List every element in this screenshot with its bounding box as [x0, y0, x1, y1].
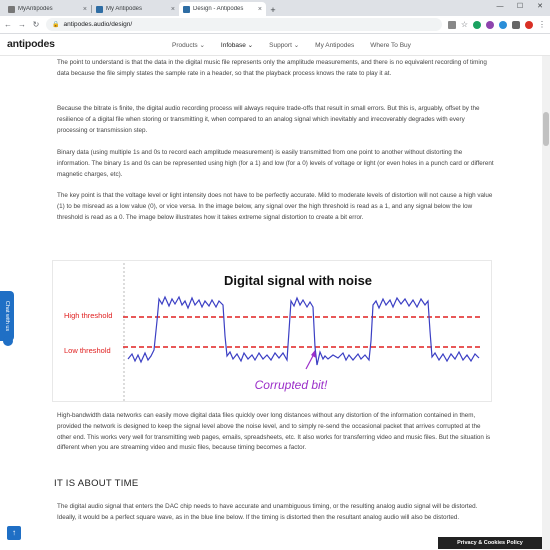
figure-title: Digital signal with noise	[223, 273, 373, 288]
profile-avatar[interactable]	[525, 21, 533, 29]
noisy-signal-line	[128, 297, 479, 365]
close-window-button[interactable]: ✕	[537, 3, 543, 10]
url-field[interactable]	[46, 18, 442, 31]
tab-close-icon[interactable]: ×	[170, 5, 175, 13]
menu-item-infobase[interactable]	[221, 41, 253, 49]
tab-close-icon[interactable]: ×	[82, 5, 87, 13]
extensions-area	[448, 20, 546, 29]
browser-tab-1[interactable]	[4, 2, 91, 16]
menu-label: Products	[172, 42, 198, 49]
favicon-icon	[8, 6, 15, 13]
back-arrow-icon[interactable]: ←	[4, 20, 12, 29]
menu-kebab-icon[interactable]: ⋮	[538, 20, 546, 29]
paragraph: The key point is that the voltage level or light intensity does not have to be perfectly accurate. Mild to moderate levels of distortion will not cause a high value (1) to be misread as a low value (0), or vice versa. In the image below, any signal over the high threshold is read as a 1, and any signal below the low threshold is read as a 0. The image below illustrates how it takes extreme signal distortion to create a bit error.	[57, 192, 493, 221]
paragraph: The point to understand is that the data in the digital music file represents only the amplitude measurements, and there is no equivalent recording of timing data because the file simply states the sample rate in a header, so that the playback process knows the rate to play it at.	[57, 59, 487, 77]
signal-noise-diagram	[53, 261, 493, 403]
paragraph: High-bandwidth data networks can easily move digital data files quickly over long distances without any distortion of the information contained in them, provided the network is designed to keep the signal level above the noise level, and to simply re-send the occasional packet that arrives corrupted at the other end. This works very well for transmitting web pages, emails, spreadsheets, etc. It also works for transferring video and music files. But the situation is different when you are streaming video and music files, because timing becomes a factor.	[57, 412, 491, 452]
site-logo[interactable]: antipodes	[7, 38, 55, 50]
browser-tabbar	[0, 0, 550, 16]
window-controls	[490, 0, 550, 16]
paragraph: Binary data (using multiple 1s and 0s to record each amplitude measurement) is easily transmitted from one point to another without distorting the information. The binary 1s and 0s can be represented using high (for a 1) and low (for a 0) levels of voltage or light (or even holes in a punch card or different magnetic charges, etc).	[57, 149, 494, 178]
chat-bubble-icon[interactable]	[3, 336, 13, 346]
paragraph: Because the bitrate is finite, the digital audio recording process will always require trade-offs that result in small errors. But this is, arguably, offset by the resilience of a digital file when storing or transmitting it, when compared to an analog signal which inevitably and irrecoverably degrades with every processing or transmission step.	[57, 105, 480, 134]
browser-tab-2[interactable]	[92, 2, 179, 16]
scrollbar-thumb[interactable]	[543, 112, 549, 146]
browser-tab-3[interactable]	[179, 2, 266, 16]
section-heading: IT IS ABOUT TIME	[54, 478, 139, 489]
bookmark-star-icon[interactable]: ☆	[460, 20, 468, 29]
corrupted-bit-annotation: Corrupted bit!	[254, 378, 328, 392]
extension-purple-icon[interactable]	[486, 21, 494, 29]
lock-icon: 🔒	[52, 22, 60, 28]
menu-label: Infobase	[220, 42, 246, 49]
forward-arrow-icon[interactable]: →	[18, 20, 26, 29]
extension-blue-icon[interactable]	[499, 21, 507, 29]
share-icon[interactable]	[448, 21, 456, 29]
chevron-down-icon: ⌄	[247, 42, 254, 49]
url-text: antipodes.audio/design/	[63, 21, 133, 28]
main-menu	[172, 34, 427, 56]
chat-with-us-tab[interactable]	[0, 291, 14, 341]
signal-noise-figure	[52, 260, 492, 402]
chevron-down-icon: ⌄	[199, 42, 205, 49]
chat-label: Chat with us	[4, 300, 11, 332]
tab-title: Design - Antipodes	[193, 6, 244, 12]
menu-item-where-to-buy[interactable]: Where To Buy	[370, 41, 411, 49]
extensions-puzzle-icon[interactable]	[512, 21, 520, 29]
paragraph: The digital audio signal that enters the DAC chip needs to have accurate and unambiguous timing, or the resulting analog audio signal will be distorted. Ideally, it would be a perfect square wave, as in the blue line below. If the timing is distorted then the resultant analog audio will also be distorted.	[57, 503, 478, 521]
menu-item-my-antipodes[interactable]: My Antipodes	[315, 41, 355, 49]
minimize-button[interactable]: —	[496, 3, 504, 10]
reload-icon[interactable]: ↻	[32, 20, 40, 29]
menu-item-products[interactable]	[172, 41, 205, 49]
extension-green-icon[interactable]	[473, 21, 481, 29]
tab-close-icon[interactable]: ×	[257, 5, 262, 13]
favicon-icon	[183, 6, 190, 13]
high-threshold-label: High threshold	[64, 311, 113, 320]
new-tab-button[interactable]: +	[270, 5, 276, 15]
cookie-policy-button[interactable]: Privacy & Cookies Policy	[438, 537, 542, 549]
site-header	[0, 34, 550, 56]
address-bar-row	[0, 16, 550, 34]
chevron-down-icon: ⌄	[293, 42, 300, 49]
tab-title: MyAntipodes	[18, 6, 53, 12]
back-to-top-button[interactable]: ↑	[7, 526, 21, 540]
menu-item-support[interactable]	[269, 41, 299, 49]
menu-label: Support	[269, 42, 292, 49]
maximize-button[interactable]: ☐	[516, 3, 524, 10]
low-threshold-label: Low threshold	[64, 346, 111, 355]
tab-title: My Antipodes	[106, 6, 143, 12]
favicon-icon	[96, 6, 103, 13]
